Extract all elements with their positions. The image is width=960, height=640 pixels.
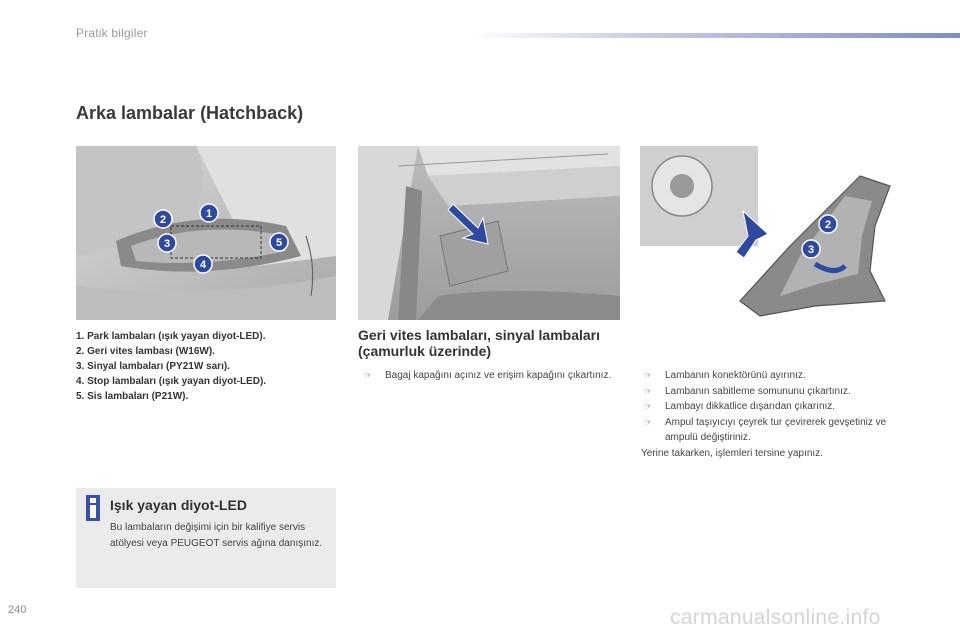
header-rule (470, 33, 960, 38)
callout-4 (194, 255, 212, 273)
legend-item: 4. Stop lambaları (ışık yayan diyot-LED). (76, 376, 267, 387)
section-title: Geri vites lambaları, sinyal lambaları (çamurluk üzerinde) (358, 327, 601, 359)
svg-text:5: 5 (275, 237, 283, 249)
callout-3 (158, 234, 176, 252)
pointing-hand-icon: ☞ (644, 385, 653, 396)
callout-5 (270, 233, 288, 251)
svg-text:2: 2 (159, 214, 167, 226)
removal-steps (641, 368, 911, 461)
boot-access-cover-image (358, 146, 620, 320)
step-item: ☞ Lambanın konektörünü ayırınız. (641, 368, 911, 384)
info-icon (86, 495, 100, 521)
info-box (76, 488, 336, 588)
callout-2 (154, 210, 172, 228)
pointing-hand-icon: ☞ (644, 401, 653, 411)
pointing-hand-icon: ☞ (644, 416, 653, 427)
svg-text:1: 1 (205, 208, 213, 220)
rotate-arrow-icon (815, 264, 845, 271)
legend-item: 1. Park lambaları (ışık yayan diyot-LED). (76, 331, 266, 342)
legend-item: 3. Sinyal lambaları (PY21W sarı). (76, 361, 230, 372)
step-item: ☞ Lambayı dikkatlice dışarıdan çıkarınız. (641, 399, 911, 415)
rear-lamp-location-image (76, 146, 336, 320)
page-number: 240 (8, 604, 27, 616)
arrow-icon (736, 211, 768, 258)
svg-text:2: 2 (824, 219, 832, 231)
refit-note: Yerine takarken, işlemleri tersine yapınız. (641, 447, 823, 459)
svg-text:3: 3 (807, 244, 815, 256)
step-item: ☞ Lambanın sabitleme somununu çıkartınız. (641, 384, 911, 400)
watermark: carmanualsonline.info (670, 606, 881, 629)
legend-item: 2. Geri vites lambası (W16W). (76, 346, 215, 357)
svg-text:3: 3 (163, 238, 171, 250)
callout-1 (200, 204, 218, 222)
step-list (361, 368, 617, 384)
info-text: Bu lambaların değişimi için bir kalifiye servis atölyesi veya PEUGEOT servis ağına danışınız. (110, 522, 323, 549)
lamp-unit-removal-image (640, 146, 902, 320)
callout-2 (819, 215, 837, 233)
lamp-legend-list (76, 329, 346, 404)
legend-item: 5. Sis lambaları (P21W). (76, 391, 189, 402)
arrow-icon (448, 204, 488, 244)
svg-text:4: 4 (199, 259, 207, 271)
callout-3 (802, 240, 820, 258)
page-title: Arka lambalar (Hatchback) (76, 103, 304, 123)
step-item: ☞ Ampul taşıyıcıyı çeyrek tur çevirerek gevşetiniz ve ampulü değiştiriniz. (644, 416, 887, 443)
pointing-hand-icon: ☞ (364, 370, 373, 380)
info-title: Işık yayan diyot-LED (110, 497, 247, 513)
step-list (641, 368, 911, 446)
pointing-hand-icon: ☞ (644, 370, 653, 380)
step-item: ☞ Bagaj kapağını açınız ve erişim kapağını çıkartınız. (361, 368, 617, 384)
header-section-label: Pratik bilgiler (76, 26, 148, 40)
